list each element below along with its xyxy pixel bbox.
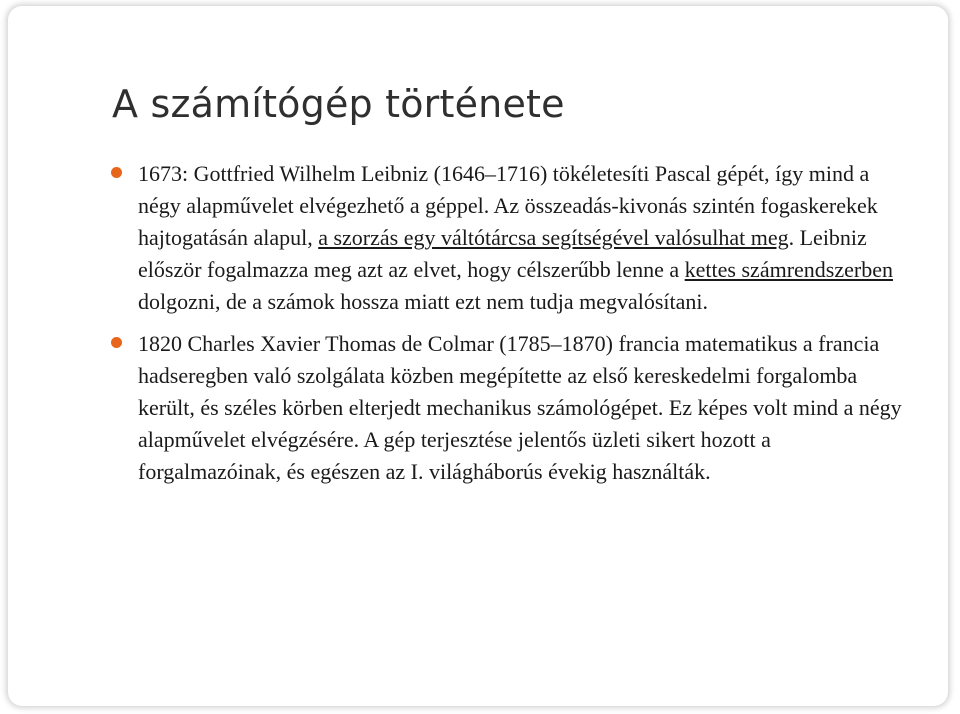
- underlined-text-multiplication: a szorzás egy váltótárcsa segítségével valósulhat meg: [318, 225, 789, 250]
- bullet-text: 1820 Charles Xavier Thomas de Colmar (1785–1870) francia matematikus a francia hadseregben való szolgálata közben megépítette az első kereskedelmi forgalomba került, és széles körben elterjedt mechanikus számológépet. Ez képes volt mind a négy alapművelet elvégzésére. A gép terjesztése jelentős üzleti sikert hozott a forgalmazóinak, és egészen az I. világháborús évekig használták.: [138, 331, 902, 484]
- underlined-text-binary: kettes számrendszerben: [684, 257, 893, 282]
- slide-title: A számítógép története: [112, 82, 565, 126]
- bullet-text-part: dolgozni, de a számok hossza miatt ezt nem tudja megvalósítani.: [138, 289, 709, 314]
- bullet-list: [108, 158, 908, 488]
- bullet-dot-icon: [111, 167, 122, 178]
- bullet-text-part: 1673: Gottfried Wilhelm Leibniz (1646–1716) tökéletesíti Pascal gépét, így mind a négy alapművelet elvégezhető a géppel. Az összeadás-kivonás szintén fogaskerekek hajtogatásán alapul,: [138, 161, 878, 250]
- slide-frame: [8, 6, 948, 706]
- bullet-item-leibniz: [108, 158, 908, 318]
- bullet-text-part: . Leibniz először fogalmazza meg azt az elvet, hogy célszerűbb lenne a: [138, 225, 867, 282]
- bullet-item-colmar: [108, 328, 908, 488]
- bullet-dot-icon: [111, 337, 122, 348]
